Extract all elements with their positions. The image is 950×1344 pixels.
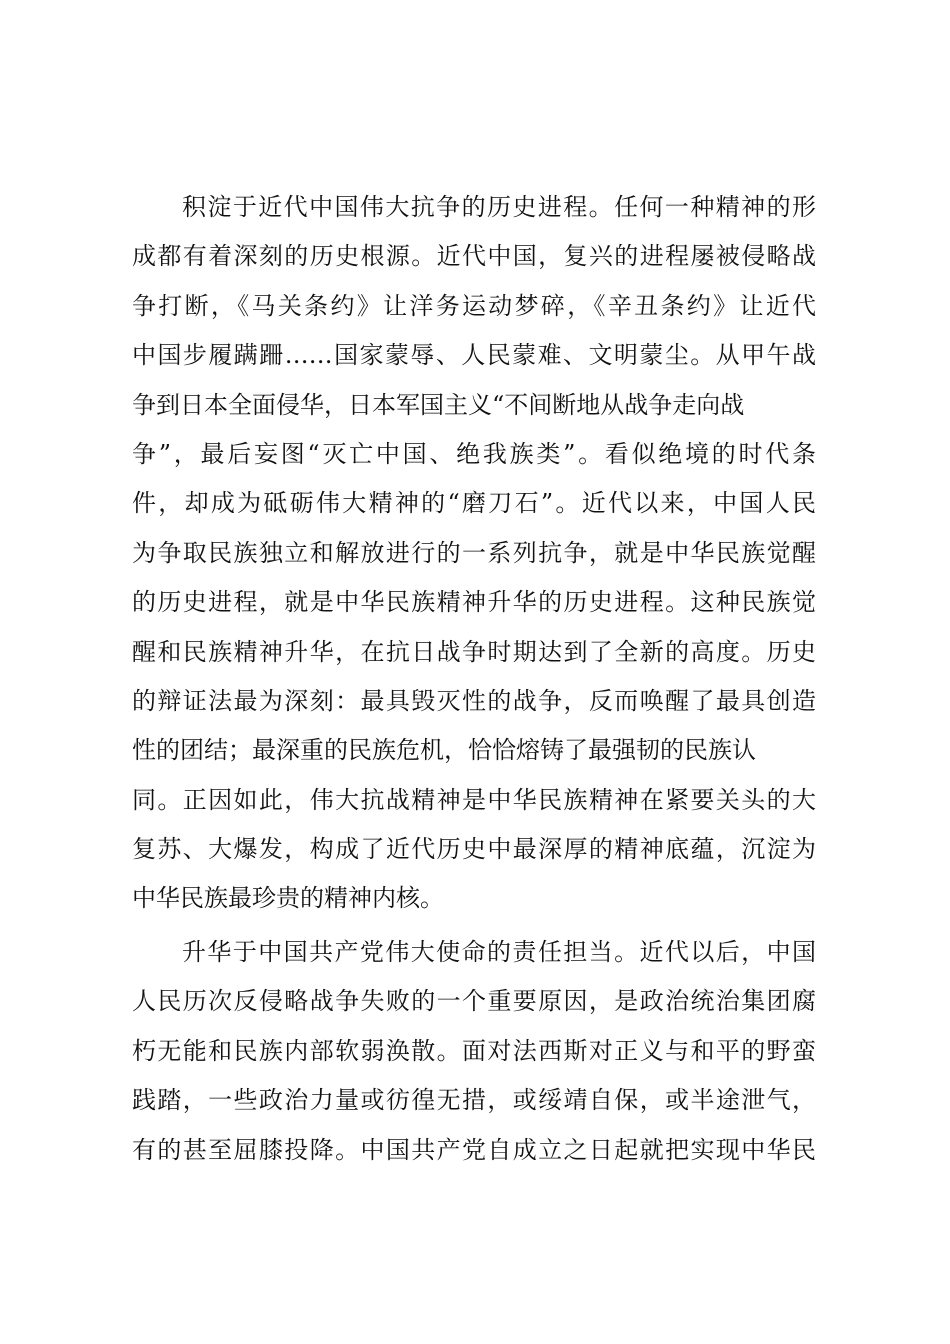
text-line: 争”，最后妄图“灭亡中国、绝我族类”。看似绝境的时代条 [132, 439, 816, 468]
text-line: 件，却成为砥砺伟大精神的“磨刀石”。近代以来，中国人民 [132, 489, 816, 518]
text-line: 的辩证法最为深刻：最具毁灭性的战争，反而唤醒了最具创造 [132, 686, 816, 715]
text-line: 性的团结；最深重的民族危机，恰恰熔铸了最强韧的民族认 [132, 736, 756, 765]
text-line: 的历史进程，就是中华民族精神升华的历史进程。这种民族觉 [132, 588, 816, 617]
text-line: 中华民族最珍贵的精神内核。 [132, 884, 444, 913]
text-line: 践踏，一些政治力量或彷徨无措，或绥靖自保，或半途泄气， [132, 1086, 816, 1115]
text-line: 争到日本全面侵华，日本军国主义“不间断地从战争走向战 [132, 390, 745, 419]
text-line: 积淀于近代中国伟大抗争的历史进程。任何一种精神的形 [182, 193, 816, 221]
paragraph-2 [132, 928, 816, 1175]
text-line: 醒和民族精神升华，在抗日战争时期达到了全新的高度。历史 [132, 637, 816, 666]
paragraph-1 [132, 183, 816, 924]
text-line: 升华于中国共产党伟大使命的责任担当。近代以后，中国 [182, 938, 816, 966]
text-line: 人民历次反侵略战争失败的一个重要原因，是政治统治集团腐 [132, 987, 816, 1016]
text-line: 争打断，《马关条约》让洋务运动梦碎，《辛丑条约》让近代 [132, 291, 816, 320]
text-line: 成都有着深刻的历史根源。近代中国，复兴的进程屡被侵略战 [132, 242, 816, 271]
text-line: 复苏、大爆发，构成了近代历史中最深厚的精神底蕴，沉淀为 [132, 835, 816, 864]
text-line: 中国步履蹒跚……国家蒙辱、人民蒙难、文明蒙尘。从甲午战 [132, 341, 816, 370]
text-line: 有的甚至屈膝投降。中国共产党自成立之日起就把实现中华民 [132, 1135, 816, 1164]
text-line: 为争取民族独立和解放进行的一系列抗争，就是中华民族觉醒 [132, 538, 816, 567]
text-line: 同。正因如此，伟大抗战精神是中华民族精神在紧要关头的大 [132, 785, 816, 814]
text-line: 朽无能和民族内部软弱涣散。面对法西斯对正义与和平的野蛮 [132, 1036, 816, 1065]
